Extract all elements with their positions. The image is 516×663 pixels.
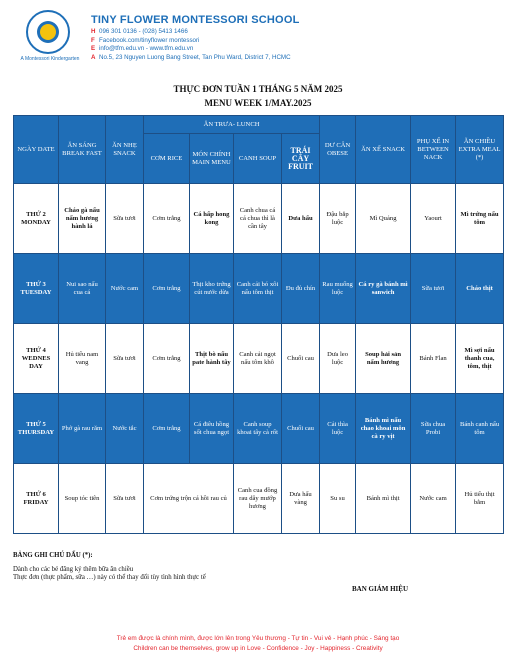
col-header-rice: CƠM RICE (144, 134, 190, 184)
fruit-cell: Đu đủ chín (282, 254, 320, 324)
obese-cell: Đậu bắp luộc (320, 184, 356, 254)
rice-cell: Cơm trắng (144, 184, 190, 254)
contact-phone: H 096 301 0136 - (028) 5413 1466 (91, 28, 188, 35)
main-cell: Cá điêu hồng sốt chua ngọt (190, 394, 234, 464)
signature-label: BAN GIÁM HIỆU (352, 585, 409, 593)
obese-cell: Rau muống luộc (320, 254, 356, 324)
col-header-afternoon-snack: ĂN XẾ SNACK (356, 116, 411, 184)
afternoon-snack-cell: Mì Quảng (356, 184, 411, 254)
soup-cell: Canh cải bó xôi nấu tôm thịt (234, 254, 282, 324)
snack-cell: Sữa tươi (106, 464, 144, 534)
contact-facebook: F Facebook.com/tinyflower montessori (91, 36, 200, 44)
fruit-cell: Dưa hấu vàng (282, 464, 320, 534)
table-row (14, 254, 504, 324)
footer-slogan (0, 634, 516, 654)
school-name: TINY FLOWER MONTESSORI SCHOOL (91, 14, 300, 26)
snack-cell: Nước tắc (106, 394, 144, 464)
between-snack-cell: Yaourt (411, 184, 456, 254)
main-cell: Thịt kho trứng cút nước dừa (190, 254, 234, 324)
col-header-between-snack: PHỤ XẾ IN BETWEEN NACK (411, 116, 456, 184)
table-row (14, 464, 504, 534)
extra-meal-cell: Cháo thịt (456, 254, 504, 324)
afternoon-snack-cell: Soup hải sản nấm hương (356, 324, 411, 394)
school-header (14, 8, 504, 66)
col-header-main: MÓN CHÍNH MAIN MENU (190, 134, 234, 184)
day-cell: THỨ 2 MONDAY (14, 184, 59, 254)
soup-cell: Canh cua đồng rau dây mướp hương (234, 464, 282, 534)
breakfast-cell: Cháo gà nấu nấm hương hành lá (59, 184, 106, 254)
breakfast-cell: Phở gà rau răm (59, 394, 106, 464)
fruit-cell: Dưa hấu (282, 184, 320, 254)
notes-section (13, 552, 206, 583)
breakfast-cell: Nui sao nấu cua cá (59, 254, 106, 324)
soup-cell: Canh chua cá cá chua thì là cần tây (234, 184, 282, 254)
col-header-breakfast: ĂN SÁNG BREAK FAST (59, 116, 106, 184)
soup-cell: Canh soup khoai tây cà rốt (234, 394, 282, 464)
menu-title-vi: THỰC ĐƠN TUẦN 1 THÁNG 5 NĂM 2025 (173, 84, 343, 94)
afternoon-snack-cell: Bánh mì nấu chao khoai môn cà ry vịt (356, 394, 411, 464)
notes-line: Thực đơn (thực phẩm, sữa …) này có thể thay đổi tùy tình hình thực tế (13, 574, 206, 582)
obese-cell: Dưa leo luộc (320, 324, 356, 394)
logo-emblem (26, 10, 70, 54)
notes-heading: BẢNG GHI CHÚ DẤU (*): (13, 552, 93, 559)
col-header-lunch: ĂN TRƯA- LUNCH (144, 116, 320, 134)
fruit-cell: Chuối cau (282, 324, 320, 394)
extra-meal-cell: Mì sợi nấu thanh cua, tôm, thịt (456, 324, 504, 394)
afternoon-snack-cell: Cá ry gà bánh mì sanwich (356, 254, 411, 324)
contact-email: E info@tfm.edu.vn - www.tfm.edu.vn (91, 45, 194, 53)
flower-icon (40, 24, 56, 40)
main-cell: Cá hấp hong kong (190, 184, 234, 254)
afternoon-snack-cell: Bánh mì thịt (356, 464, 411, 534)
col-header-snack: ĂN NHẸ SNACK (106, 116, 144, 184)
extra-meal-cell: Bánh canh nấu tôm (456, 394, 504, 464)
snack-cell: Sữa tươi (106, 324, 144, 394)
breakfast-cell: Soup tóc tiên (59, 464, 106, 534)
table-row (14, 324, 504, 394)
notes-line: Dành cho các bé đăng ký thêm bữa ăn chiều (13, 566, 134, 574)
snack-cell: Nước cam (106, 254, 144, 324)
rice-main-cell: Cơm trứng trộn cá hồi rau củ (144, 464, 234, 534)
rice-cell: Cơm trắng (144, 324, 190, 394)
rice-cell: Cơm trắng (144, 254, 190, 324)
logo-caption: A Montessori Kindergarten (20, 56, 80, 62)
between-snack-cell: Bánh Flan (411, 324, 456, 394)
slogan-vi: Trẻ em được là chính mình, được lớn lên trong Yêu thương - Tự tin - Vui vẻ - Hạnh phúc - Sáng tạo (116, 635, 400, 642)
snack-cell: Sữa tươi (106, 184, 144, 254)
weekly-menu-table (13, 115, 504, 534)
contact-info (91, 28, 291, 62)
soup-cell: Canh cải ngọt nấu tôm khô (234, 324, 282, 394)
fruit-cell: Chuối cau (282, 394, 320, 464)
table-row (14, 184, 504, 254)
day-cell: THỨ 6 FRIDAY (14, 464, 59, 534)
between-snack-cell: Nước cam (411, 464, 456, 534)
col-header-fruit: TRÁI CÂY FRUIT (282, 134, 320, 184)
col-header-soup: CANH SOUP (234, 134, 282, 184)
day-cell: THỨ 5 THURSDAY (14, 394, 59, 464)
menu-title-en: MENU WEEK 1/MAY.2025 (204, 98, 312, 108)
breakfast-cell: Hủ tiếu nam vang (59, 324, 106, 394)
main-cell: Thịt bò nấu pate hành tây (190, 324, 234, 394)
obese-cell: Cải thìa luộc (320, 394, 356, 464)
rice-cell: Cơm trắng (144, 394, 190, 464)
extra-meal-cell: Mì trứng nấu tôm (456, 184, 504, 254)
school-logo (14, 10, 84, 68)
between-snack-cell: Sữa chua Probi (411, 394, 456, 464)
obese-cell: Su su (320, 464, 356, 534)
table-row (14, 394, 504, 464)
slogan-en: Children can be themselves, grow up in Love - Confidence - Joy - Happiness - Creativity (133, 645, 383, 652)
col-header-obese: DƯ CÂN OBESE (320, 116, 356, 184)
col-header-date: NGÀY DATE (14, 116, 59, 184)
day-cell: THỨ 4 WEDNES DAY (14, 324, 59, 394)
contact-address: A No.5, 23 Nguyen Luong Bang Street, Tan Phu Ward, District 7, HCMC (91, 53, 291, 61)
day-cell: THỨ 3 TUESDAY (14, 254, 59, 324)
extra-meal-cell: Hủ tiếu thịt bằm (456, 464, 504, 534)
between-snack-cell: Sữa tươi (411, 254, 456, 324)
col-header-extra-meal: ĂN CHIỀU EXTRA MEAL (*) (456, 116, 504, 184)
